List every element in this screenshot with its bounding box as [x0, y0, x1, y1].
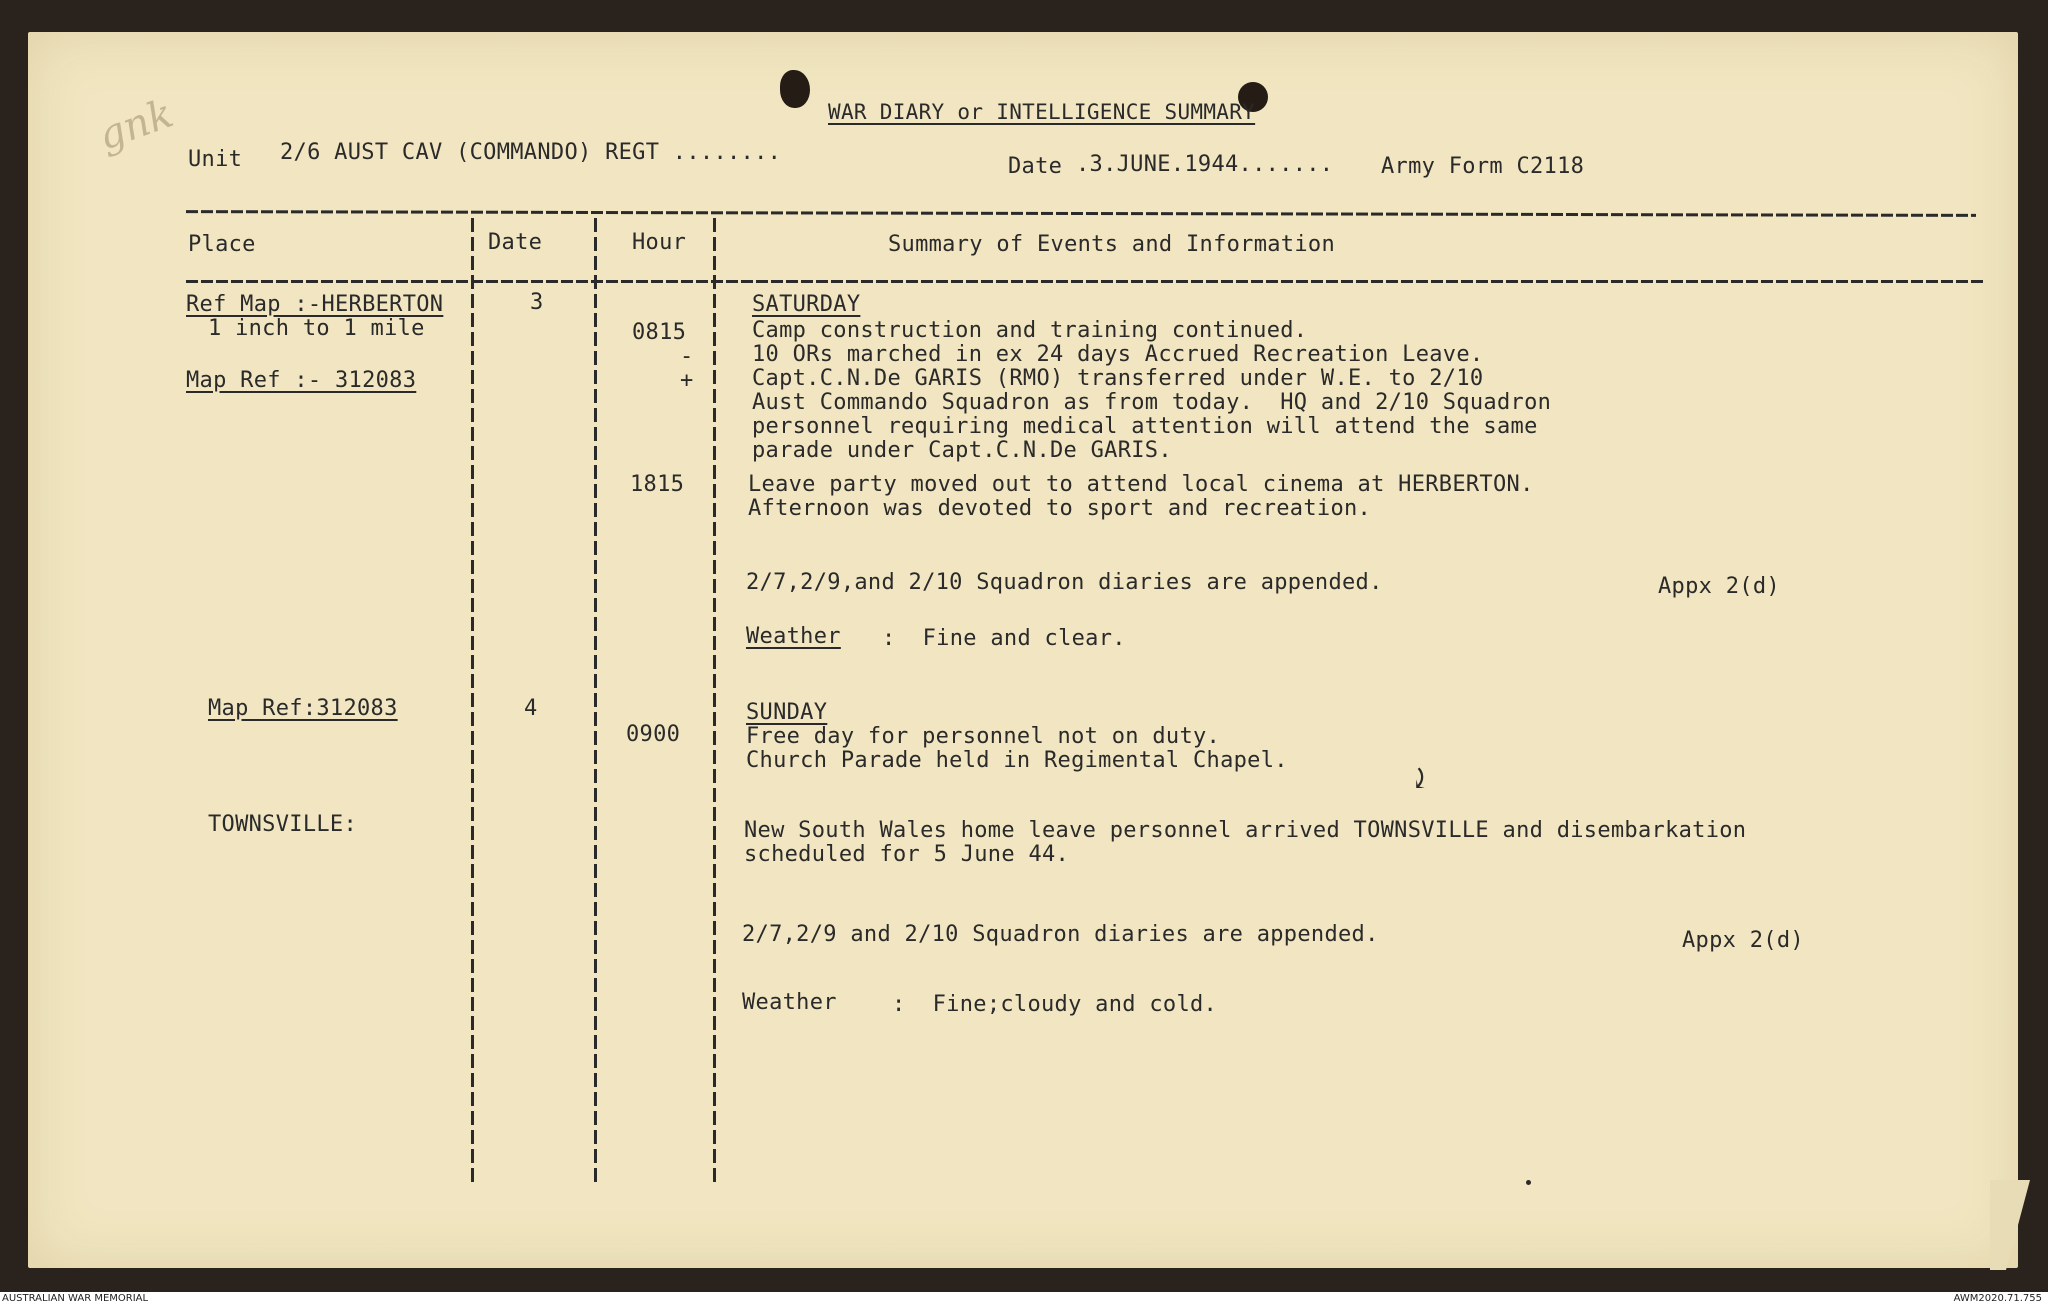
place-map-ref: Map Ref :- 312083 — [186, 368, 417, 393]
table-top-rule — [186, 210, 1976, 217]
weather-value: : Fine;cloudy and cold. — [892, 992, 1218, 1017]
summary-line: Camp construction and training continued. — [752, 318, 1308, 343]
archive-name: AUSTRALIAN WAR MEMORIAL — [2, 1293, 149, 1304]
appendix-ref: Appx 2(d) — [1682, 928, 1804, 953]
table-header-rule — [186, 280, 1986, 283]
weather-label: Weather — [742, 990, 837, 1015]
place-ref-map: Ref Map :-HERBERTON — [186, 292, 444, 317]
summary-line: parade under Capt.C.N.De GARIS. — [752, 438, 1172, 463]
date-value: .3.JUNE.1944....... — [1076, 152, 1334, 177]
column-divider-hour — [713, 218, 716, 1184]
summary-line: Church Parade held in Regimental Chapel. — [746, 748, 1288, 773]
hour-dash: - — [680, 344, 694, 369]
unit-label: Unit — [188, 147, 243, 172]
diary-title: WAR DIARY or INTELLIGENCE SUMMARY — [828, 100, 1256, 124]
place-map-ref-2: Map Ref:312083 — [208, 696, 398, 721]
pencil-annotation: gnk — [92, 90, 180, 160]
hour-0900: 0900 — [626, 722, 681, 747]
day-sunday: SUNDAY — [746, 700, 828, 725]
squadron-diaries-note: 2/7,2/9,and 2/10 Squadron diaries are appended. — [746, 570, 1383, 595]
column-divider-place — [471, 218, 474, 1184]
appendix-ref: Appx 2(d) — [1658, 574, 1780, 599]
summary-line: Afternoon was devoted to sport and recreation. — [748, 496, 1372, 521]
summary-line: scheduled for 5 June 44. — [744, 842, 1070, 867]
unit-value: 2/6 AUST CAV (COMMANDO) REGT ........ — [280, 140, 782, 165]
column-header-summary: Summary of Events and Information — [888, 232, 1335, 257]
date-label: Date — [1008, 154, 1063, 179]
day-saturday: SATURDAY — [752, 292, 861, 317]
summary-line: 10 ORs marched in ex 24 days Accrued Recreation Leave. — [752, 342, 1484, 367]
punch-hole-left — [780, 70, 810, 108]
ink-speck — [1526, 1180, 1531, 1185]
army-form-number: Army Form C2118 — [1381, 154, 1585, 179]
archive-footer — [0, 1292, 2048, 1306]
summary-line: New South Wales home leave personnel arrived TOWNSVILLE and disembarkation — [744, 818, 1747, 843]
column-header-place: Place — [188, 232, 256, 257]
summary-line: Capt.C.N.De GARIS (RMO) transferred under W.E. to 2/10 — [752, 366, 1484, 391]
hour-plus: + — [680, 368, 694, 393]
war-diary-page — [28, 32, 2018, 1268]
archive-reference: AWM2020.71.755 — [1953, 1293, 2042, 1304]
ink-mark: ⤸ — [1408, 762, 1432, 795]
squadron-diaries-note: 2/7,2/9 and 2/10 Squadron diaries are appended. — [742, 922, 1379, 947]
weather-label: Weather — [746, 624, 841, 649]
column-divider-date — [594, 218, 597, 1184]
entry-date-4: 4 — [524, 696, 538, 721]
summary-line: Free day for personnel not on duty. — [746, 724, 1221, 749]
entry-date-3: 3 — [530, 290, 544, 315]
place-map-scale: 1 inch to 1 mile — [208, 316, 425, 341]
column-header-hour: Hour — [632, 230, 687, 255]
summary-line: Leave party moved out to attend local cinema at HERBERTON. — [748, 472, 1534, 497]
hour-1815: 1815 — [630, 472, 685, 497]
place-townsville: TOWNSVILLE: — [208, 812, 357, 837]
weather-value: : Fine and clear. — [882, 626, 1126, 651]
hour-0815: 0815 — [632, 320, 687, 345]
column-header-date: Date — [488, 230, 543, 255]
summary-line: Aust Commando Squadron as from today. HQ and 2/10 Squadron — [752, 390, 1552, 415]
summary-line: personnel requiring medical attention will attend the same — [752, 414, 1538, 439]
